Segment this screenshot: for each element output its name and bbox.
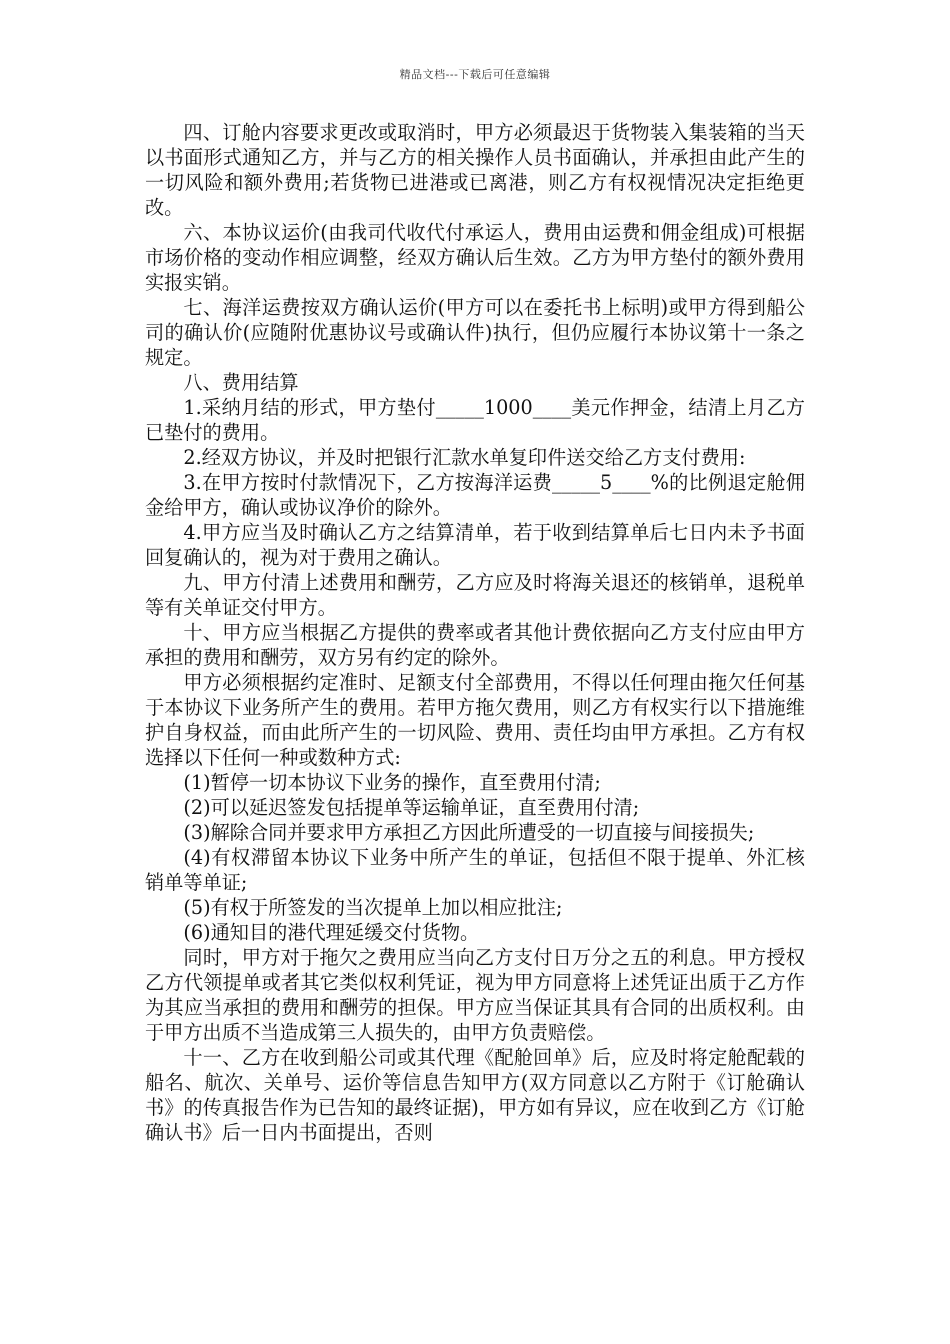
remedy-item-5: (5)有权于所签发的当次提单上加以相应批注; <box>183 896 563 919</box>
clause-7-paragraph: 七、海洋运费按双方确认运价(甲方可以在委托书上标明)或甲方得到船公司的确认价(应随附优惠协议号或确认件)执行，但仍应履行本协议第十一条之规定。 <box>145 296 805 369</box>
remedy-item-6: (6)通知目的港代理延缓交付货物。 <box>183 921 480 944</box>
settlement-item-1: 1.采纳月结的形式，甲方垫付_____1000____美元作押金，结清上月乙方已垫付的费用。 <box>145 396 805 444</box>
remedy-item-3: (3)解除合同并要求甲方承担乙方因此所遭受的一切直接与间接损失; <box>183 821 755 844</box>
settlement-item-2: 2.经双方协议，并及时把银行汇款水单复印件送交给乙方支付费用: <box>183 446 746 469</box>
clause-9-paragraph: 九、甲方付清上述费用和酬劳，乙方应及时将海关退还的核销单，退税单等有关单证交付甲方。 <box>145 571 805 619</box>
settlement-item-4: 4.甲方应当及时确认乙方之结算清单，若于收到结算单后七日内未予书面回复确认的，视为对于费用之确认。 <box>145 521 805 569</box>
remedy-item-2: (2)可以延迟签发包括提单等运输单证，直至费用付清; <box>183 796 640 819</box>
clause-10-paragraph: 十、甲方应当根据乙方提供的费率或者其他计费依据向乙方支付应由甲方承担的费用和酬劳，双方另有约定的除外。 <box>145 621 805 669</box>
interest-pledge-paragraph: 同时，甲方对于拖欠之费用应当向乙方支付日万分之五的利息。甲方授权乙方代领提单或者其它类似权利凭证，视为甲方同意将上述凭证出质于乙方作为其应当承担的费用和酬劳的担保。甲方应当保证其具有合同的出质权利。由于甲方出质不当造成第三人损失的，由甲方负责赔偿。 <box>145 946 805 1044</box>
remedy-item-1: (1)暂停一切本协议下业务的操作，直至费用付清; <box>183 771 601 794</box>
clause-11-paragraph: 十一、乙方在收到船公司或其代理《配舱回单》后，应及时将定舱配载的船名、航次、关单号、运价等信息告知甲方(双方同意以乙方附于《订舱确认书》的传真报告作为已告知的最终证据)，甲方如有异议，应在收到乙方《订舱确认书》后一日内书面提出，否则 <box>145 1046 805 1144</box>
remedy-item-4: (4)有权滞留本协议下业务中所产生的单证，包括但不限于提单、外汇核销单等单证; <box>145 846 805 894</box>
payment-obligation-paragraph: 甲方必须根据约定准时、足额支付全部费用，不得以任何理由拖欠任何基于本协议下业务所产生的费用。若甲方拖欠费用，则乙方有权实行以下措施维护自身权益，而由此所产生的一切风险、费用、责任均由甲方承担。乙方有权选择以下任何一种或数种方式: <box>145 671 805 769</box>
clause-4-paragraph: 四、订舱内容要求更改或取消时，甲方必须最迟于货物装入集装箱的当天以书面形式通知乙方，并与乙方的相关操作人员书面确认，并承担由此产生的一切风险和额外费用;若货物已进港或已离港，则乙方有权视情况决定拒绝更改。 <box>145 121 805 219</box>
clause-6-paragraph: 六、本协议运价(由我司代收代付承运人，费用由运费和佣金组成)可根据市场价格的变动作相应调整，经双方确认后生效。乙方为甲方垫付的额外费用实报实销。 <box>145 221 805 294</box>
page-header: 精品文档---下载后可任意编辑 <box>399 68 551 81</box>
document-body <box>145 120 805 1145</box>
settlement-item-3: 3.在甲方按时付款情况下，乙方按海洋运费_____5____%的比例退定舱佣金给甲方，确认或协议净价的除外。 <box>145 471 805 519</box>
clause-8-heading: 八、费用结算 <box>183 371 299 394</box>
